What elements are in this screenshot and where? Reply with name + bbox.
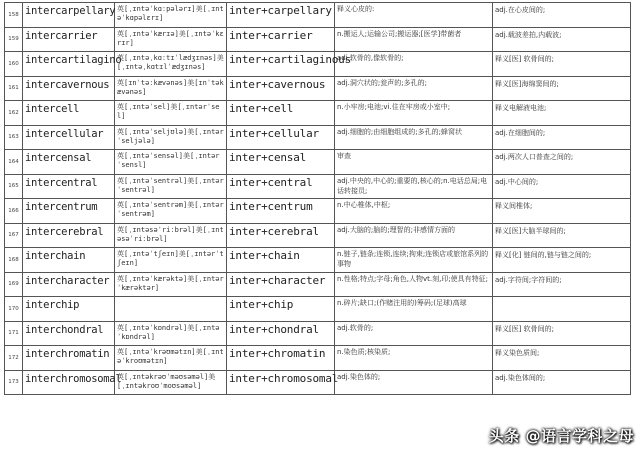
definition-cell: 审查 (335, 150, 493, 175)
phonetic-transcription-cell: 英[ˌɪntəˈkærɪə]美[ˌɪntəˈkɛrɪr] (115, 27, 227, 52)
headword-cell: intercellular (23, 125, 115, 150)
morpheme-breakdown-cell: inter+cavernous (227, 76, 335, 101)
definition-cell: adj.软骨的; (335, 321, 493, 346)
phonetic-transcription-cell: 英[ˌɪntəˌkɑːtɪˈlædʒɪnəs]美[ˌɪntəˌkɑtɪlˈædʒɪnəs] (115, 52, 227, 77)
row-number-cell: 171 (5, 321, 23, 346)
headword-cell: intercavernous (23, 76, 115, 101)
definition-cell: adj.软骨的,像软骨的; (335, 52, 493, 77)
derived-meaning-cell: adj.染色体间的; (493, 370, 631, 395)
table-row (5, 346, 631, 371)
headword-cell: intercerebral (23, 223, 115, 248)
headword-cell: intercentral (23, 174, 115, 199)
definition-cell: n.碎片;缺口;(作赌注用的)筹码;(足球)高球 (335, 297, 493, 322)
table-row (5, 150, 631, 175)
headword-cell: interchromosomal (23, 370, 115, 395)
definition-cell: n.中心椎体,中枢; (335, 199, 493, 224)
definition-cell: adj.大脑的;脑的;理智的;非感情方面的 (335, 223, 493, 248)
table-row (5, 3, 631, 28)
row-number-cell: 162 (5, 101, 23, 126)
row-number-cell: 166 (5, 199, 23, 224)
derived-meaning-cell: adj.字符间;字符间的; (493, 272, 631, 297)
morpheme-breakdown-cell: inter+centrum (227, 199, 335, 224)
definition-cell: adj.染色体的; (335, 370, 493, 395)
derived-meaning-cell: adj.中心间的; (493, 174, 631, 199)
vocabulary-table (4, 2, 631, 395)
definition-cell: adj.中央的,中心的;重要的,核心的;n.电话总局;电话转接员; (335, 174, 493, 199)
morpheme-breakdown-cell: inter+chromosomal (227, 370, 335, 395)
headword-cell: intercarpellary (23, 3, 115, 28)
morpheme-breakdown-cell: inter+cell (227, 101, 335, 126)
phonetic-transcription-cell: 英[ˌɪntəkrəʊˈməʊsəməl]美[ˌɪntəkroʊˈmoʊsəməl] (115, 370, 227, 395)
headword-cell: interchondral (23, 321, 115, 346)
table-row (5, 76, 631, 101)
morpheme-breakdown-cell: inter+cerebral (227, 223, 335, 248)
headword-cell: intercentrum (23, 199, 115, 224)
phonetic-transcription-cell: 英[ˌɪntəˈkrəʊmətɪn]美[ˌɪntəˈkroʊmətɪn] (115, 346, 227, 371)
table-row (5, 125, 631, 150)
row-number-cell: 170 (5, 297, 23, 322)
morpheme-breakdown-cell: inter+carrier (227, 27, 335, 52)
phonetic-transcription-cell: 英[ˌɪntəˈtʃeɪn]美[ˌɪntərˈtʃeɪn] (115, 248, 227, 273)
table-row (5, 52, 631, 77)
phonetic-transcription-cell: 英[ˌɪntəˈseljʊlə]美[ˌɪntərˈseljələ] (115, 125, 227, 150)
table-row (5, 199, 631, 224)
headword-cell: intercell (23, 101, 115, 126)
headword-cell: interchain (23, 248, 115, 273)
morpheme-breakdown-cell: inter+chondral (227, 321, 335, 346)
definition-cell: n.小牢房;电池;vi.住在牢房或小室中; (335, 101, 493, 126)
phonetic-transcription-cell: 英[ˌɪntəˈkɒndrəl]美[ˌɪntəˈkɒndrəl] (115, 321, 227, 346)
derived-meaning-cell: 释义[化] 链间的,链与链之间的; (493, 248, 631, 273)
phonetic-transcription-cell: 英[ˌɪntəˈsel]美[ˌɪntərˈsel] (115, 101, 227, 126)
row-number-cell: 160 (5, 52, 23, 77)
phonetic-transcription-cell: 英[ˌɪntəˈsensəl]美[ˌɪntərˈsensl] (115, 150, 227, 175)
definition-cell: adj.洞穴状的;瓮声的;多孔的; (335, 76, 493, 101)
phonetic-transcription-cell: 英[ˌɪntəˈkærəktə]美[ˌɪntərˈkærəktər] (115, 272, 227, 297)
definition-cell: n.染色质;核染质; (335, 346, 493, 371)
headword-cell: intercartilagino (23, 52, 115, 77)
phonetic-transcription-cell: 英[ɪnˈtəːkævənəs]美[ɪnˈtəkævənəs] (115, 76, 227, 101)
derived-meaning-cell: adj.在心皮间的; (493, 3, 631, 28)
derived-meaning-cell: 释义电解液电池; (493, 101, 631, 126)
derived-meaning-cell: adj.两次人口普查之间的; (493, 150, 631, 175)
table-row (5, 272, 631, 297)
definition-cell: n.链子,链条;连锁,连续;拘束;连锁店或旅馆系列的事物 (335, 248, 493, 273)
table-row (5, 297, 631, 322)
phonetic-transcription-cell: 英[ˌɪntəˈkɑːpələrɪ]美[ˌɪntəˈkɑpəlɛrɪ] (115, 3, 227, 28)
definition-cell: adj.细胞的;由细胞组成的;多孔的;蜂窝状 (335, 125, 493, 150)
row-number-cell: 168 (5, 248, 23, 273)
table-row (5, 321, 631, 346)
phonetic-transcription-cell (115, 297, 227, 322)
table-row (5, 248, 631, 273)
derived-meaning-cell: adj.在细胞间的; (493, 125, 631, 150)
table-row (5, 27, 631, 52)
headword-cell: interchip (23, 297, 115, 322)
definition-cell: n.搬运人;运输公司;搬运器;[医学]带菌者 (335, 27, 493, 52)
row-number-cell: 161 (5, 76, 23, 101)
derived-meaning-cell: 释义[医] 软骨间的; (493, 52, 631, 77)
row-number-cell: 169 (5, 272, 23, 297)
derived-meaning-cell: 释义染色质间; (493, 346, 631, 371)
headword-cell: intercensal (23, 150, 115, 175)
derived-meaning-cell: adj.载波差拍,内载波; (493, 27, 631, 52)
row-number-cell: 158 (5, 3, 23, 28)
derived-meaning-cell (493, 297, 631, 322)
row-number-cell: 173 (5, 370, 23, 395)
morpheme-breakdown-cell: inter+cellular (227, 125, 335, 150)
derived-meaning-cell: 释义[医] 软骨间的; (493, 321, 631, 346)
table-row (5, 101, 631, 126)
morpheme-breakdown-cell: inter+chromatin (227, 346, 335, 371)
table-row (5, 174, 631, 199)
row-number-cell: 159 (5, 27, 23, 52)
watermark: 头条 @语言学科之母 (488, 427, 634, 445)
derived-meaning-cell: 释义间椎体; (493, 199, 631, 224)
headword-cell: intercarrier (23, 27, 115, 52)
derived-meaning-cell: 释义[医]海绵窦间的; (493, 76, 631, 101)
morpheme-breakdown-cell: inter+carpellary (227, 3, 335, 28)
morpheme-breakdown-cell: inter+cartilaginous (227, 52, 335, 77)
headword-cell: intercharacter (23, 272, 115, 297)
definition-cell: n.性格;特点;字母;角色,人物vt.刻,印;使具有特征; (335, 272, 493, 297)
morpheme-breakdown-cell: inter+chain (227, 248, 335, 273)
phonetic-transcription-cell: 英[ˌɪntəˈsentrəm]美[ˌɪntərˈsentrəm] (115, 199, 227, 224)
definition-cell: 释义心皮的: (335, 3, 493, 28)
morpheme-breakdown-cell: inter+chip (227, 297, 335, 322)
derived-meaning-cell: 释义[医]大脑半球间的; (493, 223, 631, 248)
row-number-cell: 164 (5, 150, 23, 175)
table-row (5, 223, 631, 248)
phonetic-transcription-cell: 英[ˌɪntəsəˈriːbrəl]美[ˌɪntəsəˈriːbrəl] (115, 223, 227, 248)
table-body (5, 3, 631, 395)
row-number-cell: 163 (5, 125, 23, 150)
row-number-cell: 167 (5, 223, 23, 248)
morpheme-breakdown-cell: inter+character (227, 272, 335, 297)
row-number-cell: 172 (5, 346, 23, 371)
row-number-cell: 165 (5, 174, 23, 199)
phonetic-transcription-cell: 英[ˌɪntəˈsentrəl]美[ˌɪntərˈsentrəl] (115, 174, 227, 199)
table-row (5, 370, 631, 395)
morpheme-breakdown-cell: inter+censal (227, 150, 335, 175)
morpheme-breakdown-cell: inter+central (227, 174, 335, 199)
headword-cell: interchromatin (23, 346, 115, 371)
